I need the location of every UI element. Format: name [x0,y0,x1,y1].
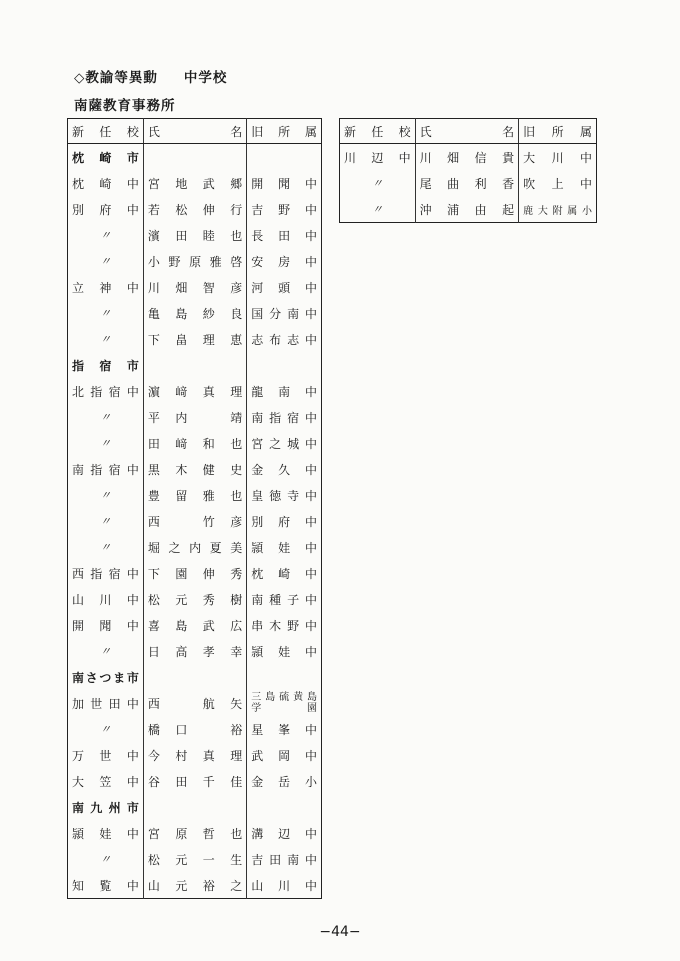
section-heading: ◇教諭等異動 [74,70,158,86]
old-affiliation-cell: 頴娃中 [251,644,317,659]
table-row [68,742,322,768]
old-affiliation-line: 学 園 [251,703,317,714]
table-row [68,326,322,352]
name-cell: 松元一生 [143,846,246,872]
empty-cell [247,664,322,690]
table-row [68,586,322,612]
old-affiliation-cell: 吹上中 [523,176,592,191]
header-name: 氏名 [143,119,246,144]
name-cell: 田﨑和也 [143,430,246,456]
old-affiliation-cell: 溝辺中 [251,826,317,841]
empty-cell [247,794,322,820]
transfer-table-right [339,118,597,223]
new-school-cell: 北指宿中 [68,378,144,404]
old-affiliation-cell: 串木野中 [251,618,317,633]
section-title [74,66,227,86]
empty-cell [143,352,246,378]
empty-cell [247,144,322,171]
new-school-cell: 開聞中 [68,612,144,638]
table-row [68,508,322,534]
empty-cell [143,664,246,690]
table-row [68,690,322,716]
table-header-row [340,119,597,144]
new-school-cell: 〃 [68,326,144,352]
old-affiliation-cell: 長田中 [251,228,317,243]
municipality-label: 指宿市 [68,352,144,378]
old-affiliation-cell: 宮之城中 [251,436,317,451]
table-row [68,768,322,794]
page-number: −44− [319,924,361,940]
table-row [340,170,597,196]
group-row [68,352,322,378]
new-school-cell: 〃 [68,404,144,430]
old-affiliation-cell: 山川中 [251,878,317,893]
name-cell: 尾曲利香 [415,170,519,196]
name-cell: 山元裕之 [143,872,246,899]
table-row [68,456,322,482]
name-cell: 沖浦由起 [415,196,519,223]
old-affiliation-cell: 龍南中 [251,384,317,399]
name-cell: 西 竹彦 [143,508,246,534]
name-cell: 濵﨑真理 [143,378,246,404]
name-cell: 豊留雅也 [143,482,246,508]
new-school-cell: 万世中 [68,742,144,768]
name-cell: 下園伸秀 [143,560,246,586]
new-school-cell: 頴娃中 [68,820,144,846]
name-cell: 川畑信貴 [415,144,519,171]
new-school-cell: 別府中 [68,196,144,222]
header-old-affiliation: 旧所属 [519,119,597,144]
office-title: 南薩教育事務所 [74,98,176,114]
new-school-cell: 〃 [68,482,144,508]
new-school-cell: 〃 [68,222,144,248]
name-cell: 西 航矢 [143,690,246,716]
table-row [68,716,322,742]
name-cell: 宮原哲也 [143,820,246,846]
old-affiliation-cell: 頴娃中 [251,540,317,555]
old-affiliation-cell: 河頭中 [251,280,317,295]
name-cell: 喜島武広 [143,612,246,638]
table-row [68,560,322,586]
new-school-cell: 〃 [68,300,144,326]
name-cell: 平内 靖 [143,404,246,430]
table-row [340,196,597,223]
old-affiliation-cell: 皇徳寺中 [251,488,317,503]
table-row [68,378,322,404]
table-row [68,274,322,300]
table-row [68,248,322,274]
name-cell: 川畑智彦 [143,274,246,300]
section-subheading: 中学校 [183,70,228,86]
header-old-affiliation: 旧所属 [247,119,322,144]
table-row [340,144,597,171]
new-school-cell: 山川中 [68,586,144,612]
old-affiliation-cell: 南種子中 [251,592,317,607]
name-cell: 黒木健史 [143,456,246,482]
new-school-cell: 枕崎中 [68,170,144,196]
old-affiliation-cell: 吉田南中 [251,852,317,867]
group-row [68,144,322,171]
old-affiliation-cell: 星峯中 [251,722,317,737]
header-new-school: 新任校 [68,119,144,144]
table-row [68,430,322,456]
transfer-table-left [67,118,322,899]
new-school-cell: 立神中 [68,274,144,300]
old-affiliation-cell: 枕崎中 [251,566,317,581]
name-cell: 濱田睦也 [143,222,246,248]
new-school-cell: 南指宿中 [68,456,144,482]
old-affiliation-cell: 金久中 [251,462,317,477]
old-affiliation-line: 三島硫黄島 [251,692,317,703]
new-school-cell: 〃 [68,638,144,664]
old-affiliation-cell: 鹿大附属小 [523,205,592,217]
new-school-cell: 大笠中 [68,768,144,794]
old-affiliation-cell: 安房中 [251,254,317,269]
table-row [68,638,322,664]
new-school-cell: 〃 [340,196,416,223]
name-cell: 下畠理恵 [143,326,246,352]
name-cell: 谷田千佳 [143,768,246,794]
name-cell: 堀之内夏美 [143,534,246,560]
new-school-cell: 〃 [68,248,144,274]
new-school-cell: 〃 [68,508,144,534]
name-cell: 小野原雅啓 [143,248,246,274]
municipality-label: 枕崎市 [68,144,144,171]
table-row [68,820,322,846]
new-school-cell: 〃 [340,170,416,196]
table-row [68,404,322,430]
table-row [68,534,322,560]
old-affiliation-cell: 金岳小 [251,774,317,789]
new-school-cell: 〃 [68,430,144,456]
table-header-row [68,119,322,144]
header-new-school: 新任校 [340,119,416,144]
table-row [68,612,322,638]
table-row [68,222,322,248]
old-affiliation-cell: 武岡中 [251,748,317,763]
header-name: 氏名 [415,119,519,144]
old-affiliation-cell: 志布志中 [251,332,317,347]
table-row [68,196,322,222]
name-cell: 日高孝幸 [143,638,246,664]
empty-cell [143,144,246,171]
municipality-label: 南さつま市 [68,664,144,690]
new-school-cell: 〃 [68,716,144,742]
new-school-cell: 加世田中 [68,690,144,716]
new-school-cell: 知覧中 [68,872,144,899]
table-row [68,872,322,899]
new-school-cell: 〃 [68,534,144,560]
name-cell: 宮地武郷 [143,170,246,196]
group-row [68,794,322,820]
table-row [68,482,322,508]
name-cell: 若松伸行 [143,196,246,222]
old-affiliation-cell: 別府中 [251,514,317,529]
group-row [68,664,322,690]
old-affiliation-cell [247,690,322,716]
empty-cell [247,352,322,378]
name-cell: 橋口 裕 [143,716,246,742]
new-school-cell: 川辺中 [340,144,416,171]
municipality-label: 南九州市 [68,794,144,820]
old-affiliation-cell: 吉野中 [251,202,317,217]
name-cell: 松元秀樹 [143,586,246,612]
new-school-cell: 〃 [68,846,144,872]
name-cell: 今村真理 [143,742,246,768]
old-affiliation-cell: 開聞中 [251,176,317,191]
table-row [68,846,322,872]
table-row [68,170,322,196]
old-affiliation-cell: 大川中 [523,150,592,165]
old-affiliation-cell: 国分南中 [251,306,317,321]
table-row [68,300,322,326]
empty-cell [143,794,246,820]
new-school-cell: 西指宿中 [68,560,144,586]
name-cell: 亀島紗良 [143,300,246,326]
old-affiliation-cell: 南指宿中 [251,410,317,425]
